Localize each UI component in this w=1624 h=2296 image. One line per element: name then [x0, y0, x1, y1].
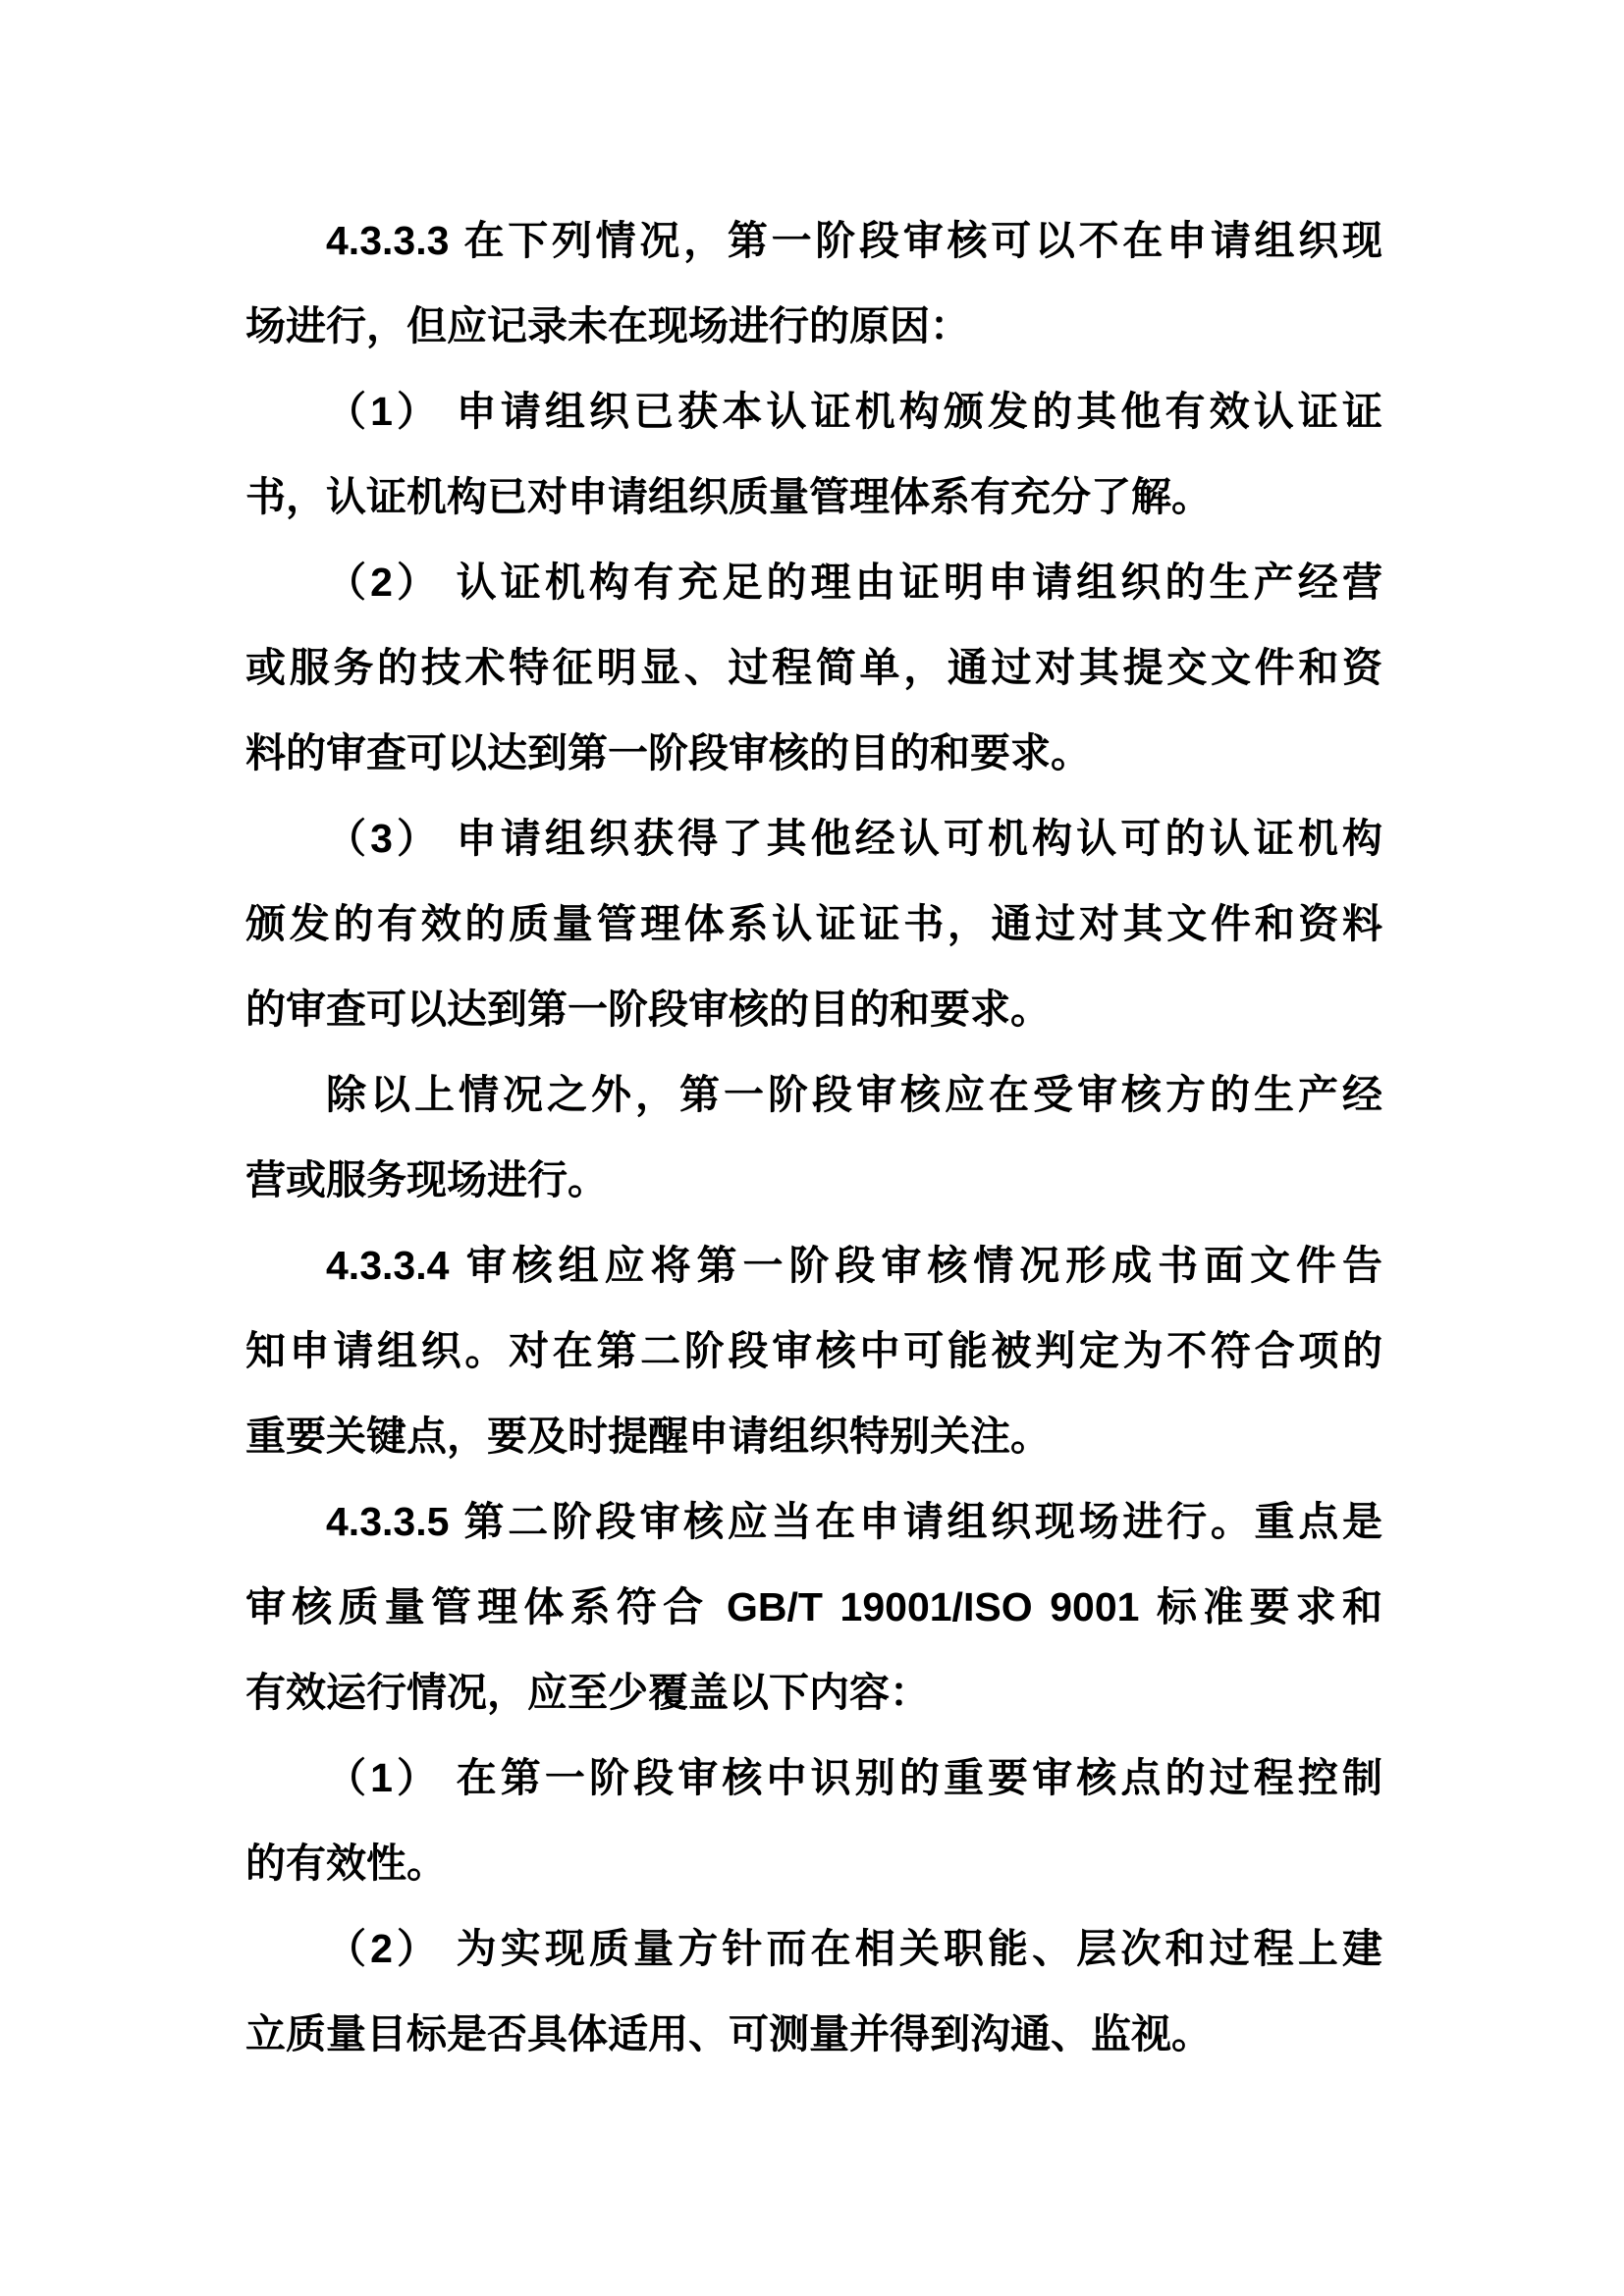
- text-line: 颁发的有效的质量管理体系认证证书，通过对其文件和资料: [245, 901, 1382, 946]
- text-line: 4.3.3.3 在下列情况，第一阶段审核可以不在申请组织现: [326, 218, 1382, 263]
- text-line: 4.3.3.4 审核组应将第一阶段审核情况形成书面文件告: [326, 1243, 1382, 1288]
- text-line: 营或服务现场进行。: [245, 1157, 608, 1202]
- text-line: 4.3.3.5 第二阶段审核应当在申请组织现场进行。重点是: [326, 1499, 1382, 1544]
- text-line: 书，认证机构已对申请组织质量管理体系有充分了解。: [245, 474, 1212, 519]
- text-line: （3） 申请组织获得了其他经认可机构认可的认证机构: [326, 816, 1382, 861]
- paragraph: [245, 796, 1382, 1052]
- paragraph: [245, 198, 1382, 369]
- paragraph: [245, 1052, 1382, 1223]
- text-line: （1） 申请组织已获本认证机构颁发的其他有效认证证: [326, 389, 1382, 434]
- paragraph: [245, 1223, 1382, 1479]
- paragraph: [245, 369, 1382, 540]
- document-text-block: [245, 198, 1382, 2077]
- text-line: 料的审查可以达到第一阶段审核的目的和要求。: [245, 730, 1091, 775]
- text-line: （1） 在第一阶段审核中识别的重要审核点的过程控制: [326, 1755, 1382, 1800]
- text-line: 或服务的技术特征明显、过程简单，通过对其提交文件和资: [245, 645, 1382, 690]
- text-line: 审核质量管理体系符合 GB/T 19001/ISO 9001 标准要求和: [245, 1584, 1382, 1629]
- paragraph: [245, 1906, 1382, 2077]
- text-line: （2） 为实现质量方针而在相关职能、层次和过程上建: [326, 1926, 1382, 1971]
- text-line: 的审查可以达到第一阶段审核的目的和要求。: [245, 987, 1051, 1032]
- text-line: 场进行，但应记录未在现场进行的原因：: [245, 303, 970, 348]
- text-line: （2） 认证机构有充足的理由证明申请组织的生产经营: [326, 560, 1382, 605]
- paragraph: [245, 1735, 1382, 1906]
- text-line: 除以上情况之外，第一阶段审核应在受审核方的生产经: [326, 1072, 1382, 1117]
- text-line: 重要关键点，要及时提醒申请组织特别关注。: [245, 1414, 1051, 1459]
- paragraph: [245, 1479, 1382, 1735]
- text-line: 知申请组织。对在第二阶段审核中可能被判定为不符合项的: [245, 1328, 1382, 1373]
- text-line: 有效运行情况，应至少覆盖以下内容：: [245, 1670, 930, 1715]
- text-line: 立质量目标是否具体适用、可测量并得到沟通、监视。: [245, 2011, 1212, 2056]
- paragraph: [245, 540, 1382, 796]
- text-line: 的有效性。: [245, 1841, 447, 1886]
